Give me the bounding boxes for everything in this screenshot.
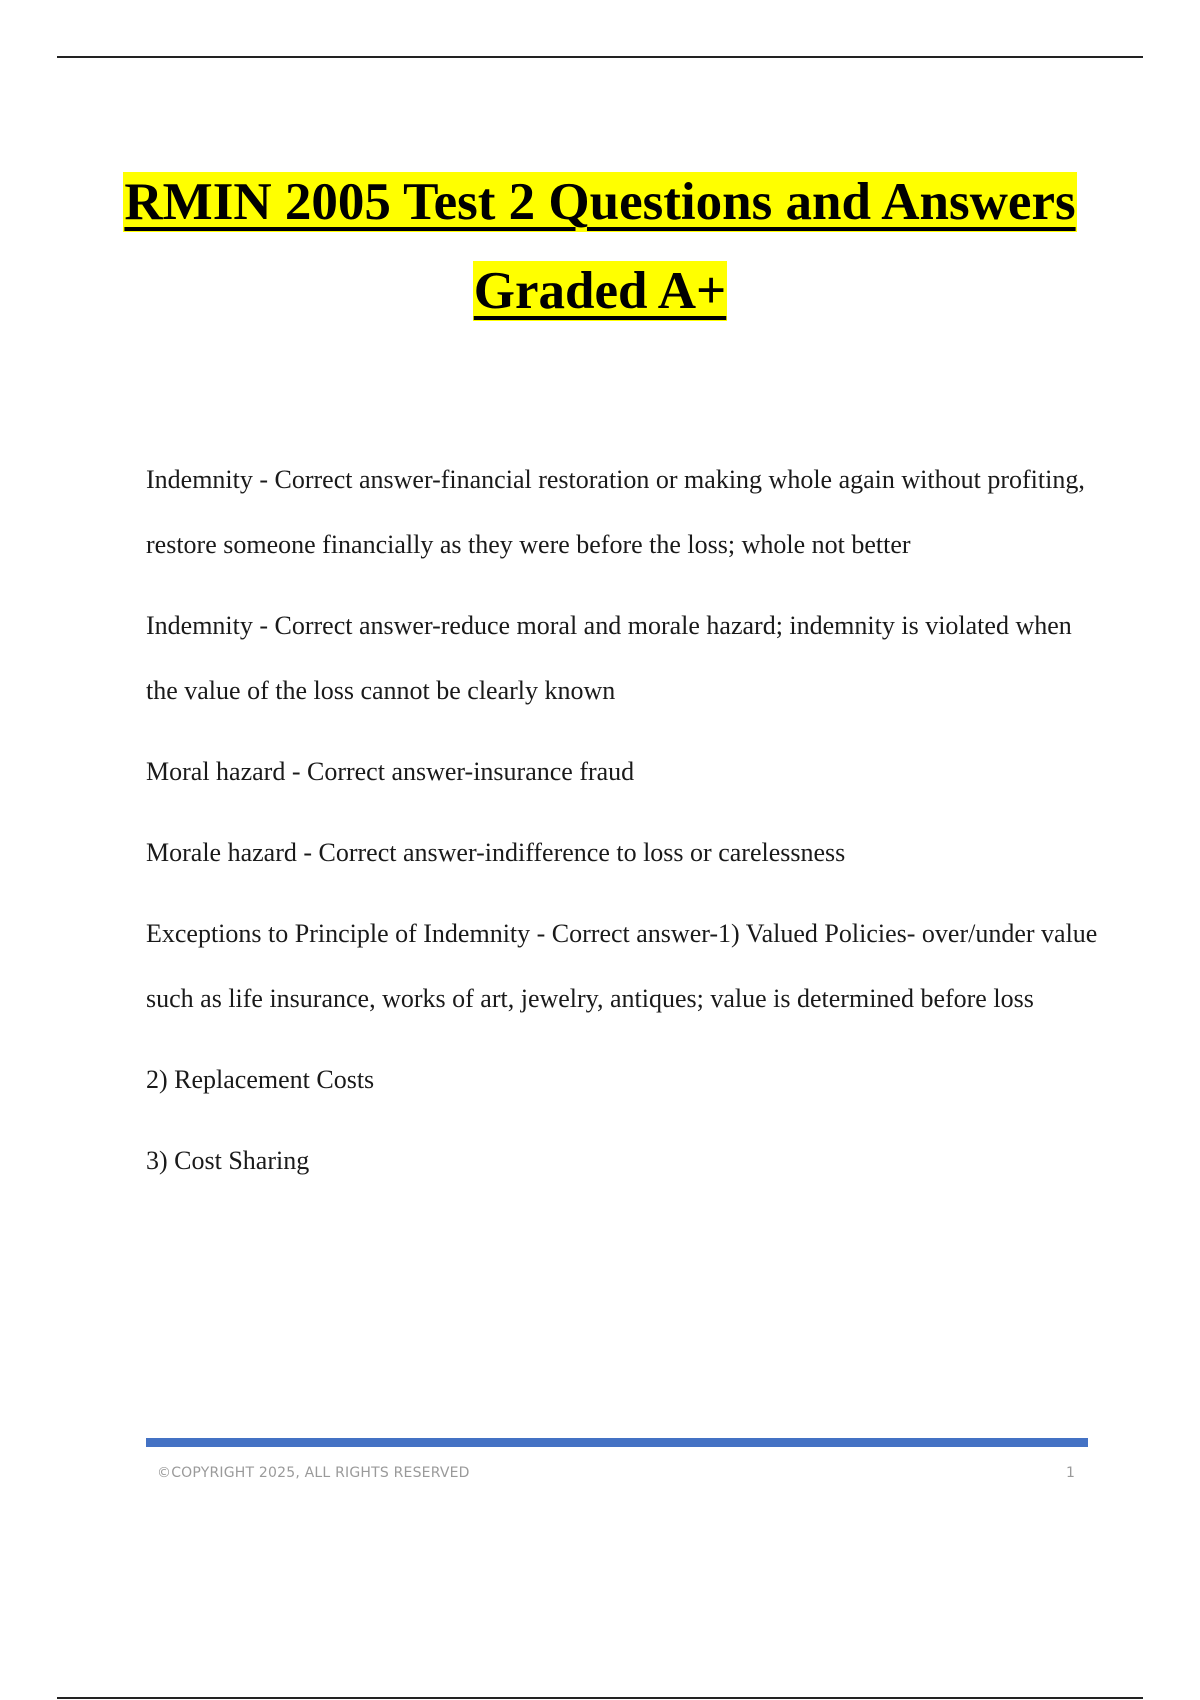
paragraph-morale-hazard: Morale hazard - Correct answer-indifference to loss or carelessness — [146, 838, 846, 867]
top-rule — [57, 56, 1143, 58]
document-title — [0, 172, 1200, 321]
title-line-1: RMIN 2005 Test 2 Questions and Answers — [124, 173, 1076, 231]
paragraph-exceptions: Exceptions to Principle of Indemnity - Correct answer-1) Valued Policies- over/under value such as life insurance, works of art, jewelry, antiques; value is determined before loss — [146, 919, 1098, 1013]
paragraph-indemnity-1: Indemnity - Correct answer-financial restoration or making whole again without profiting, restore someone financially as they were before the loss; whole not better — [146, 465, 1085, 559]
title-line-2: Graded A+ — [473, 262, 727, 320]
bottom-rule — [57, 1697, 1143, 1699]
footer-page-number: 1 — [1066, 1465, 1075, 1481]
paragraph-replacement-costs: 2) Replacement Costs — [146, 1065, 375, 1094]
paragraph-indemnity-2: Indemnity - Correct answer-reduce moral and morale hazard; indemnity is violated when the value of the loss cannot be clearly known — [146, 611, 1072, 705]
footer-copyright: ©COPYRIGHT 2025, ALL RIGHTS RESERVED — [157, 1465, 470, 1481]
paragraph-cost-sharing: 3) Cost Sharing — [146, 1146, 310, 1175]
document-body — [146, 447, 1106, 1209]
paragraph-moral-hazard: Moral hazard - Correct answer-insurance fraud — [146, 757, 635, 786]
footer-bar — [146, 1438, 1088, 1447]
